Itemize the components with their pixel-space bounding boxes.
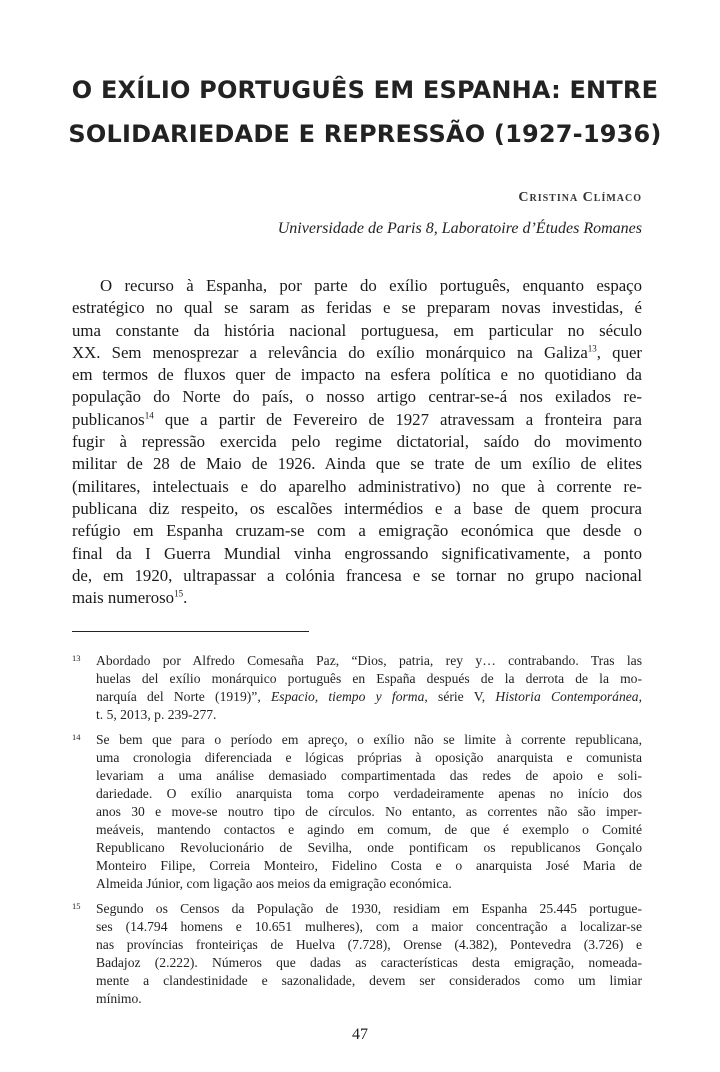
title-line-1: O EXÍLIO PORTUGUÊS EM ESPANHA: ENTRE <box>71 76 659 104</box>
footnote-line: huelas del exílio monárquico português en España después de la derrota de la mo- <box>96 671 642 686</box>
text-line: fugir à repressão exercida pelo regime dictatorial, saído do movimento <box>72 432 642 452</box>
text-line: uma constante da história nacional portuguesa, em particular no século <box>72 320 642 340</box>
footnote-15 <box>72 900 642 1008</box>
text-fragment: , série V, <box>424 689 496 704</box>
footnote-line: mente a clandestinidade e sazonalidade, devem ser considerados como um limiar <box>96 973 642 988</box>
footnote-ref-15[interactable]: 15 <box>174 588 184 599</box>
footnote-line: Monteiro Filipe, Correia Monteiro, Fidelino Costa e o anarquista José Maria de <box>96 858 642 873</box>
text-fragment: que a partir de Fevereiro de 1927 atravessam a fronteira para <box>153 409 642 429</box>
footnote-line: Abordado por Alfredo Comesaña Paz, “Dios, patria, rey y… contrabando. Tras las <box>96 653 642 668</box>
footnote-line: nas províncias fronteiriças de Huelva (7.728), Orense (4.382), Pontevedra (3.726) e <box>96 937 642 952</box>
text-line: de, em 1920, ultrapassar a colónia francesa e se tornar no grupo nacional <box>72 565 642 585</box>
footnote-line: t. 5, 2013, p. 239-277. <box>96 707 217 722</box>
footnote-line: Republicano Revolucionário de Sevilha, onde pontificam os republicanos Gonçalo <box>96 840 642 855</box>
text-fragment: , quer <box>596 342 642 362</box>
text-fragment: publicanos <box>72 409 145 429</box>
footnote-13 <box>72 652 642 724</box>
text-line: militar de 28 de Maio de 1926. Ainda que se trate de um exílio de elites <box>72 454 642 474</box>
text-line: população do Norte do país, o nosso artigo centrar-se-á nos exilados re- <box>72 387 642 407</box>
footnote-number: 14 <box>72 732 81 742</box>
text-fragment: mais numeroso <box>72 588 175 608</box>
journal-series: Historia Contemporánea <box>495 689 639 704</box>
text-line: estratégico no qual se saram as feridas e se preparam novas investidas, é <box>72 298 642 318</box>
footnote-line: mínimo. <box>96 991 142 1006</box>
text-line <box>72 587 642 609</box>
text-line <box>72 409 642 431</box>
text-line: publicana diz respeito, os escalões intermédios e a base de quem procura <box>72 498 642 518</box>
text-line: final da I Guerra Mundial vinha engrossando significativamente, a ponto <box>72 543 642 563</box>
footnote-line <box>96 688 642 706</box>
text-fragment: . <box>183 588 188 608</box>
footnote-number: 15 <box>72 901 81 911</box>
footnote-14 <box>72 731 642 893</box>
title-line-2: SOLIDARIEDADE E REPRESSÃO (1927-1936) <box>68 120 662 148</box>
footnote-line: meáveis, mantendo contactos e agindo em comum, de que é exemplo o Comité <box>96 822 642 837</box>
text-line: em termos de fluxos quer de impacto na esfera política e no quotidiano da <box>72 365 642 385</box>
footnote-line: anos 30 e move-se noutro tipo de círculos. No entanto, as correntes não são imper- <box>96 804 642 819</box>
footnote-line: levariam a uma análise demasiado compartimentada das redes de apoio e soli- <box>96 768 642 783</box>
text-line: (militares, intelectuais e do aparelho administrativo) no que à corrente re- <box>72 476 642 496</box>
footnote-line: dariedade. O exílio anarquista toma corpo verdadeiramente apenas no início dos <box>96 786 642 801</box>
author-affiliation: Universidade de Paris 8, Laboratoire d’Études Romanes <box>277 220 642 237</box>
text-fragment: , <box>638 689 642 704</box>
body-paragraph <box>72 275 642 609</box>
footnote-line: Badajoz (2.222). Números que dadas as características desta emigração, nomeada- <box>96 955 642 970</box>
page-number: 47 <box>352 1026 368 1043</box>
footnotes <box>72 652 642 1015</box>
text-fragment: narquía del Norte (1919)”, <box>96 689 271 704</box>
text-line <box>72 342 642 364</box>
author-name: Cristina Clímaco <box>518 190 642 205</box>
footnote-line: Segundo os Censos da População de 1930, residiam em Espanha 25.445 portugue- <box>96 901 642 916</box>
footnote-ref-13[interactable]: 13 <box>587 343 597 354</box>
text-fragment: XX. Sem menosprezar a relevância do exílio monárquico na Galiza <box>72 342 588 362</box>
article-title <box>60 68 670 156</box>
footnote-ref-14[interactable]: 14 <box>144 410 154 421</box>
footnote-line: Almeida Júnior, com ligação aos meios da emigração económica. <box>96 876 452 891</box>
footnote-separator <box>72 631 309 632</box>
text-line: refúgio em Espanha cruzam-se com a emigração económica que desde o <box>72 521 642 541</box>
text-line: O recurso à Espanha, por parte do exílio português, enquanto espaço <box>100 276 642 295</box>
footnote-number: 13 <box>72 653 81 663</box>
journal-title: Espacio, tiempo y forma <box>270 689 425 704</box>
footnote-line: uma cronologia diferenciada e lógicas próprias à oposição anarquista e comunista <box>96 750 642 765</box>
footnote-line: ses (14.794 homens e 10.651 mulheres), com a maior concentração a localizar-se <box>96 919 642 934</box>
footnote-line: Se bem que para o período em apreço, o exílio não se limite à corrente republicana, <box>96 732 642 747</box>
